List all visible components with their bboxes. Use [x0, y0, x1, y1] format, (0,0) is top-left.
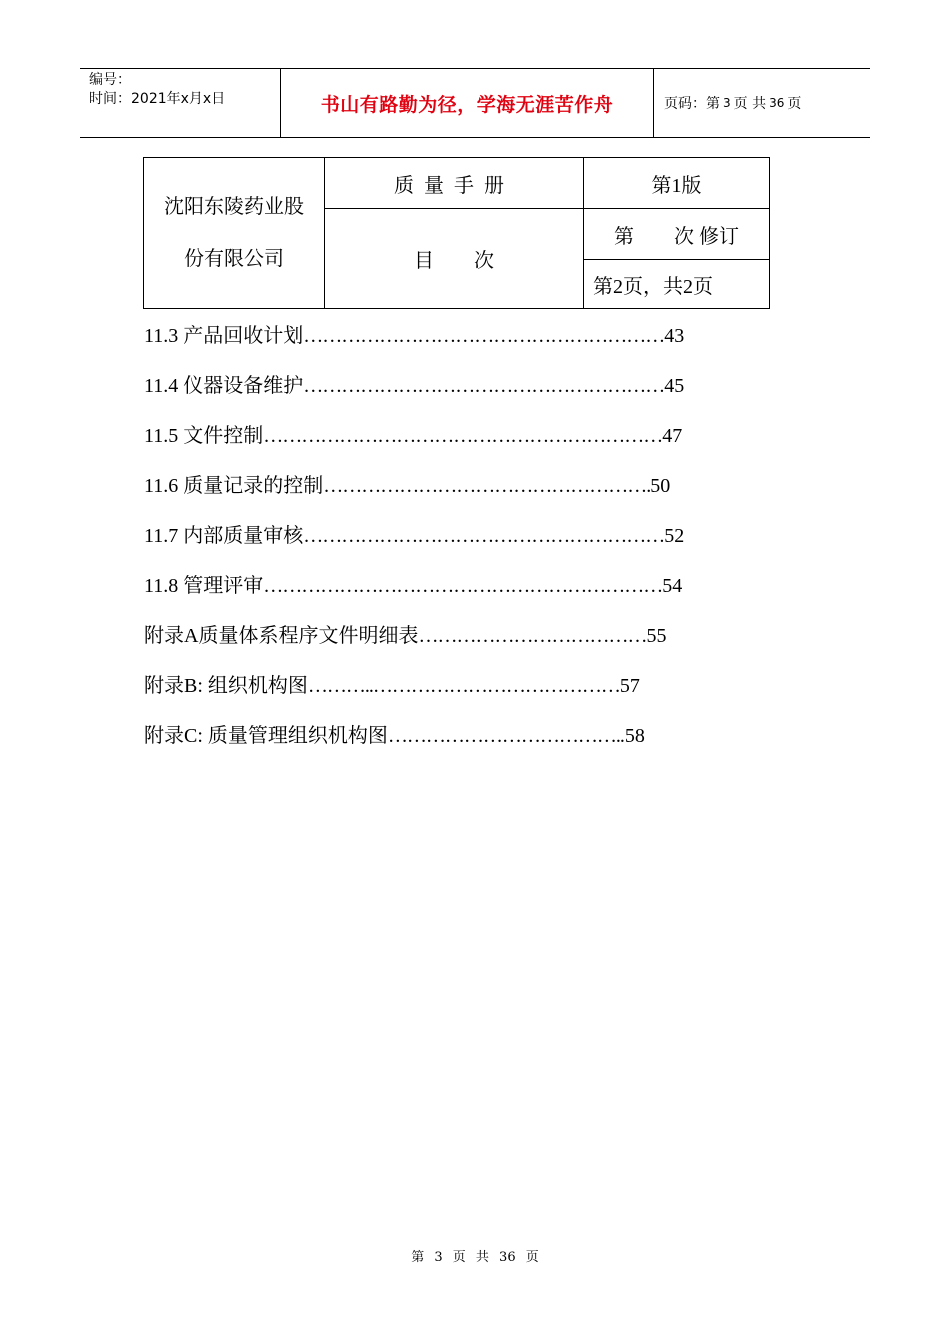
title-block-table: [143, 157, 770, 309]
toc-entry-leader: …………………………………………….: [323, 475, 651, 497]
page-header: [80, 68, 870, 138]
header-page-total: 36: [769, 96, 785, 110]
header-page-suffix: 页: [787, 96, 802, 112]
header-time-label: 时间：2021年x月x日: [89, 91, 226, 107]
header-motto: 书山有路勤为径，学海无涯苦作舟: [281, 69, 654, 137]
toc-entry-page: 57: [619, 675, 640, 697]
catalog-char-a: 目: [414, 250, 434, 272]
toc-entry-leader: ………..…………………………………: [307, 675, 620, 697]
revision-a: 第: [614, 225, 634, 248]
toc-entry[interactable]: [144, 468, 764, 518]
toc-entry-page: .58: [619, 725, 645, 747]
toc-entry-label: 11.6 质量记录的控制: [144, 475, 324, 497]
catalog-cell: [325, 209, 584, 309]
toc-entry-leader: …………………………………………………: [303, 375, 665, 397]
toc-entry-label: 11.3 产品回收计划: [144, 325, 304, 347]
page-footer: 第 3 页 共 36 页: [411, 1250, 539, 1265]
toc-entry-label: 11.4 仪器设备维护: [144, 375, 304, 397]
header-page-current: 3: [723, 96, 731, 110]
toc-entry[interactable]: [144, 718, 764, 768]
company-name-cell: [144, 158, 325, 309]
toc-entry[interactable]: [144, 318, 764, 368]
company-name-line1: 沈阳东陵药业股: [164, 196, 304, 218]
toc-entry[interactable]: [144, 518, 764, 568]
toc-entry-page: 54: [662, 575, 683, 597]
toc-entry[interactable]: [144, 568, 764, 618]
toc-entry[interactable]: [144, 668, 764, 718]
edition-cell: 第1版: [584, 158, 770, 209]
toc-entry-page: 50: [650, 475, 671, 497]
header-number-label: 编号：: [89, 72, 131, 88]
toc-entry-leader: ………………………………………………………: [263, 425, 663, 447]
toc-entry-label: 附录B: 组织机构图: [144, 675, 308, 697]
toc-entry-leader: …………………………………………………: [303, 525, 665, 547]
toc-entry-leader: …………………………………………………: [303, 325, 665, 347]
toc-entry[interactable]: [144, 368, 764, 418]
toc-entry-page: 43: [664, 325, 685, 347]
revision-b: 次 修订: [674, 225, 739, 248]
toc-entry-leader: ………………………………: [418, 625, 647, 647]
toc-entry[interactable]: [144, 418, 764, 468]
toc-entry-page: 52: [664, 525, 685, 547]
catalog-char-b: 次: [474, 250, 494, 272]
company-name-line2: 份有限公司: [184, 248, 284, 270]
header-meta: [80, 69, 281, 137]
toc-entry-label: 附录C: 质量管理组织机构图: [144, 725, 388, 747]
revision-cell: [584, 209, 770, 260]
toc-entry-page: 47: [662, 425, 683, 447]
toc-list: [144, 318, 764, 768]
toc-entry-label: 附录A质量体系程序文件明细表: [144, 625, 419, 647]
header-page-mid: 页 共: [733, 96, 767, 112]
manual-title-cell: 质量手册: [325, 158, 584, 209]
toc-entry[interactable]: [144, 618, 764, 668]
toc-entry-leader: ………………………………………………………: [263, 575, 663, 597]
page-info-cell: 第2页，共2页: [584, 260, 770, 309]
header-page-number: [654, 69, 870, 137]
header-page-prefix: 页码：第: [664, 96, 720, 112]
toc-entry-label: 11.8 管理评审: [144, 575, 264, 597]
toc-entry-label: 11.5 文件控制: [144, 425, 264, 447]
toc-entry-page: 45: [664, 375, 685, 397]
toc-entry-page: 55: [646, 625, 667, 647]
toc-entry-label: 11.7 内部质量审核: [144, 525, 304, 547]
toc-entry-leader: ……………………………….: [387, 725, 620, 747]
